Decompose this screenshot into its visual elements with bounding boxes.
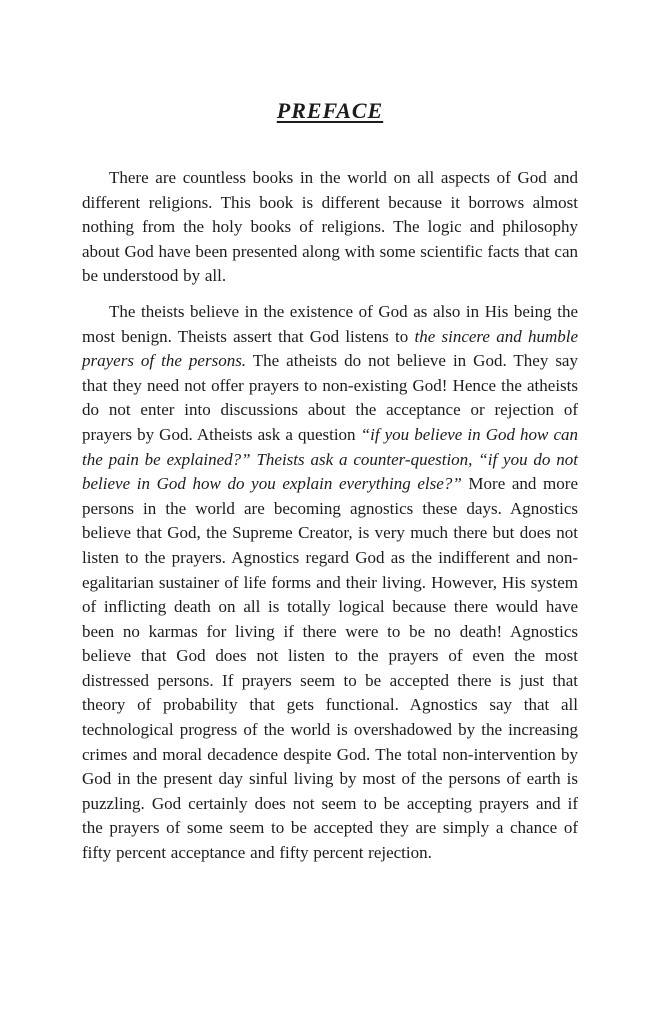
italic-text-segment: the sincere and humble prayers of the persons.: [82, 326, 578, 371]
page-title-text: PREFACE: [276, 98, 384, 123]
text-segment: There are countless books in the world on all aspects of God and different religions. This book is different because it borrows almost nothing from the holy books of religions. The logic and philosophy about God have been presented along with some scientific facts that can be understood by all.: [82, 168, 578, 286]
page-title: [82, 98, 578, 124]
italic-text-segment: “if you believe in God how can the pain be explained?” Theists ask a counter-question, “if you do not believe in God how do you explain everything else?”: [82, 424, 579, 494]
preface-body: [82, 166, 578, 866]
paragraph: [82, 166, 578, 289]
paragraph: [82, 300, 578, 866]
text-segment: More and more persons in the world are becoming agnostics these days. Agnostics believe that God, the Supreme Creator, is very much there but does not listen to the prayers. Agnostics regard God as the indifferent and non-egalitarian sustainer of life forms and their living. However, His system of inflicting death on all is totally logical because there would have been no karmas for living if there were to be no death! Agnostics believe that God does not listen to the prayers of even the most distressed persons. If prayers seem to be accepted there is just that theory of probability that gets functional. Agnostics say that all technological progress of the world is overshadowed by the increasing crimes and moral decadence despite God. The total non-intervention by God in the present day sinful living by most of the persons of earth is puzzling. God certainly does not seem to be accepting prayers and if the prayers of some seem to be accepted they are simply a chance of fifty percent acceptance and fifty percent rejection.: [82, 474, 578, 863]
text-segment: The theists believe in the existence of God as also in His being the most benign. Theists assert that God listens to: [82, 301, 578, 346]
text-segment: The atheists do not believe in God. They say that they need not offer prayers to non-existing God! Hence the atheists do not enter into discussions about the acceptance or rejection of prayers by God. Atheists ask a question: [82, 351, 578, 444]
